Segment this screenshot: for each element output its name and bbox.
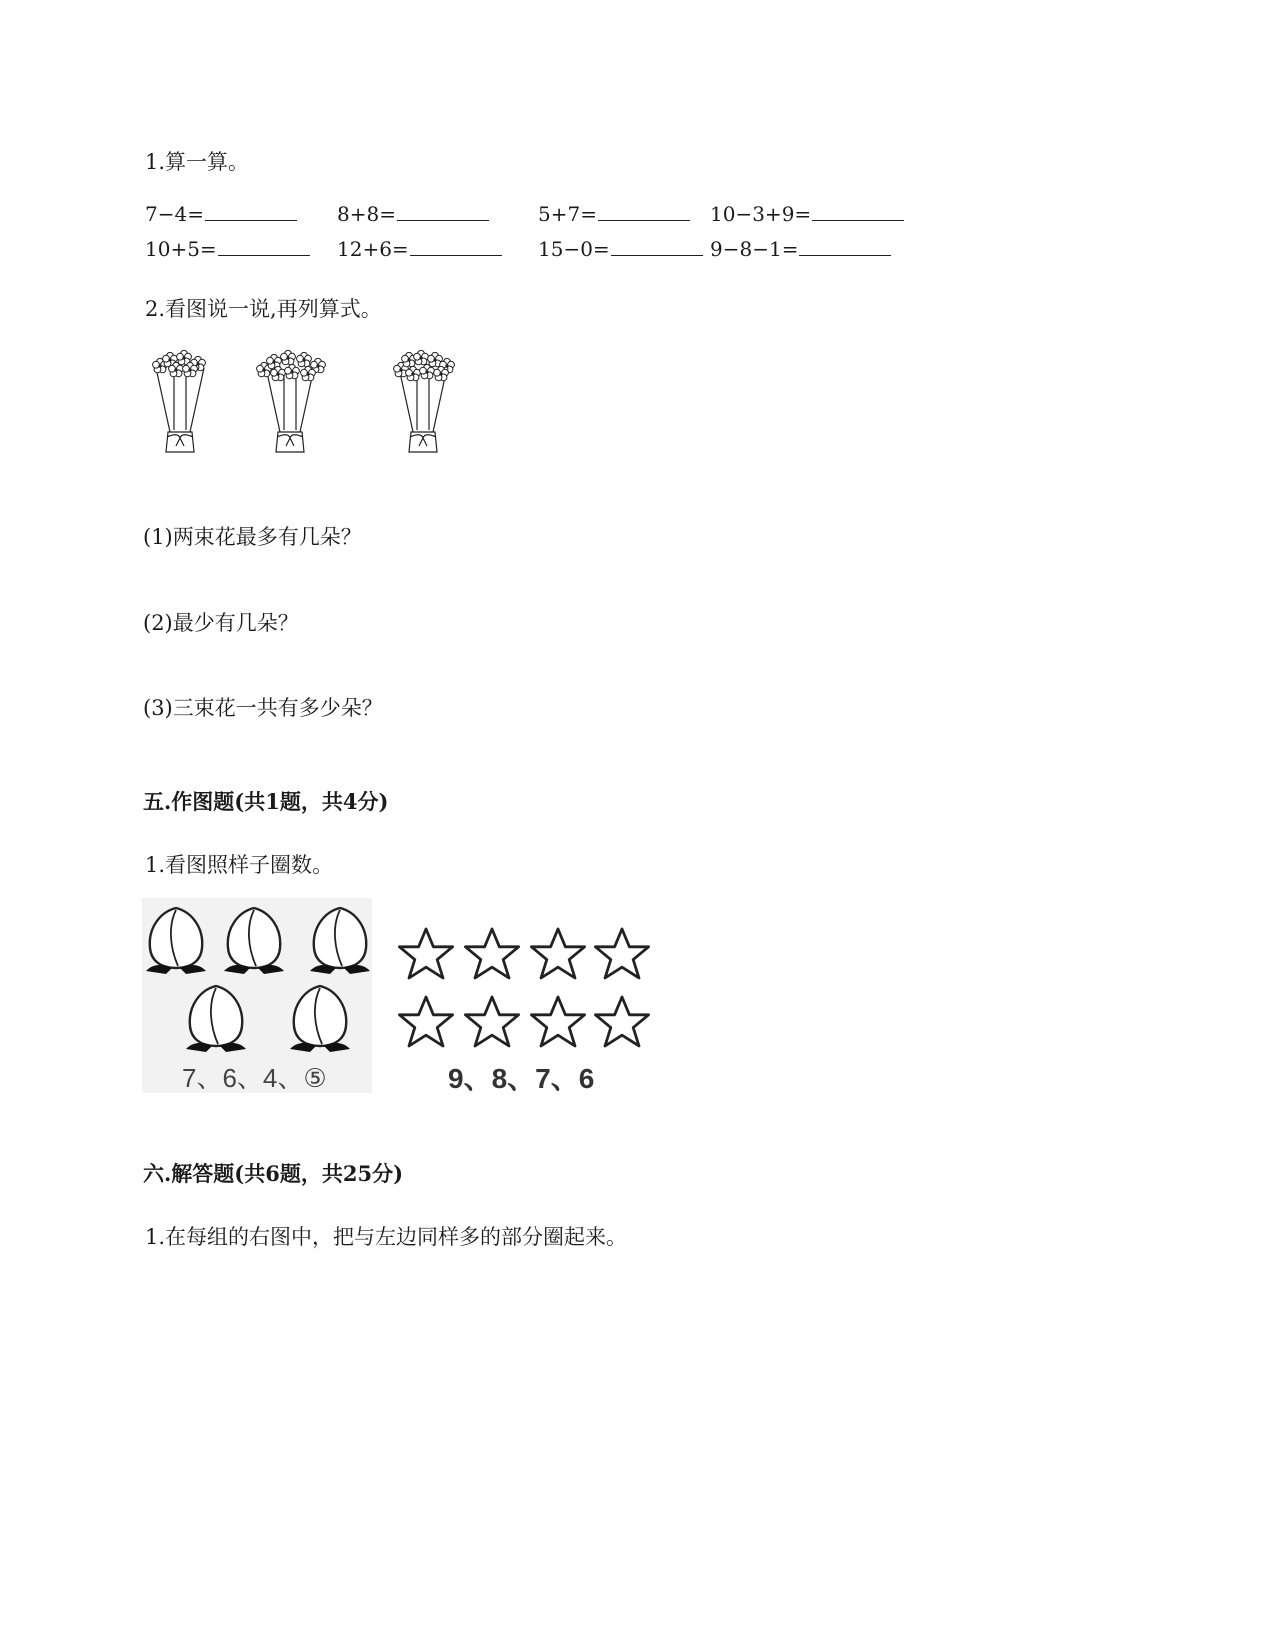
calc-item: 10−3+9= [710,202,904,226]
answer-blank[interactable] [611,238,703,256]
peach-group-image [142,898,372,1058]
sub-question-1: (1)两束花最多有几朵？ [143,525,362,549]
answer-blank[interactable] [812,203,904,221]
question-2-prompt: 2.看图说一说,再列算式。 [145,297,382,321]
section-5-heading: 五.作图题(共1题，共4分) [143,789,389,814]
answer-blank[interactable] [218,238,310,256]
section-5-question-1-prompt: 1.看图照样子圈数。 [145,853,334,877]
star-group-image [390,915,660,1055]
answer-blank[interactable] [410,238,502,256]
section-6-heading: 六.解答题(共6题，共25分) [143,1161,404,1186]
calc-item: 7−4= [145,202,297,226]
question-1-prompt: 1.算一算。 [145,150,250,174]
answer-blank[interactable] [205,203,297,221]
answer-blank[interactable] [799,238,891,256]
calc-item: 9−8−1= [710,237,891,261]
bouquet-1 [153,350,206,452]
calc-item: 12+6= [337,237,502,261]
calc-item: 10+5= [145,237,310,261]
peach-picture [142,898,372,1093]
section-6-question-1-prompt: 1.在每组的右图中，把与左边同样多的部分圈起来。 [145,1225,628,1249]
sub-question-3: (3)三束花一共有多少朵？ [143,696,383,720]
answer-blank[interactable] [598,203,690,221]
star-picture [390,915,660,1095]
bouquet-2 [257,350,326,452]
star-number-options: 9、8、7、6 [448,1063,595,1094]
answer-blank[interactable] [397,203,489,221]
peach-number-options: 7、6、4、⑤ [182,1063,327,1093]
bouquet-3 [394,350,455,452]
sub-question-2: (2)最少有几朵？ [143,611,299,635]
calc-item: 15−0= [538,237,703,261]
flower-bouquets-image [140,340,480,465]
calc-item: 5+7= [538,202,690,226]
calc-item: 8+8= [337,202,489,226]
